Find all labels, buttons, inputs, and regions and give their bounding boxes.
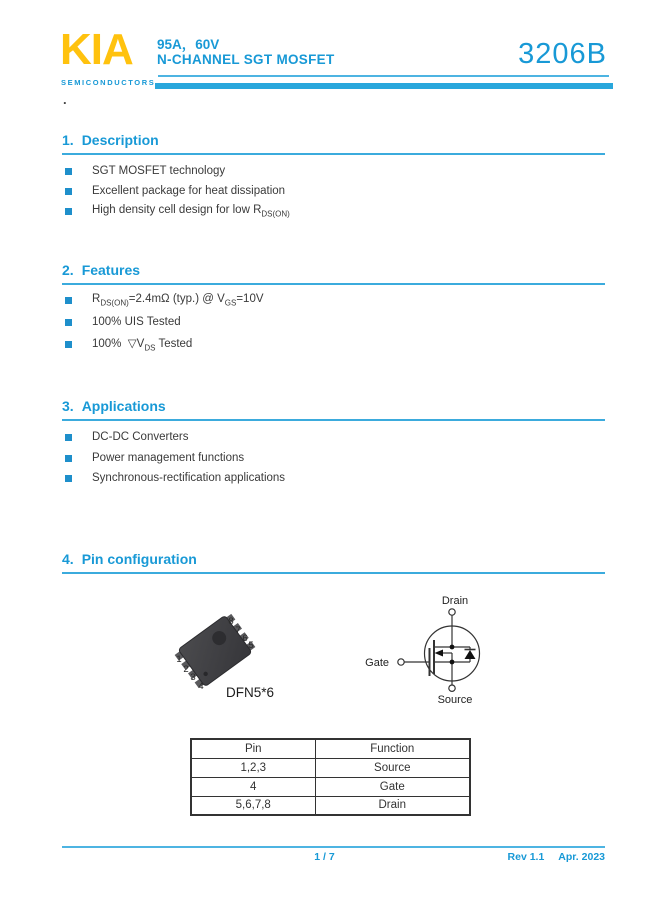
bullet-text: Power management functions [92, 452, 245, 464]
section-number: 2. [62, 262, 74, 278]
function-cell: Gate [315, 777, 470, 796]
section-number: 3. [62, 398, 74, 414]
bullet-square-icon [65, 297, 72, 304]
bullet-square-icon [65, 455, 72, 462]
section-title: Features [81, 262, 141, 278]
body-diode-icon [465, 650, 476, 659]
table-row [191, 777, 470, 796]
bullet-text: 100% $▽V_{DS}$ Tested [92, 337, 193, 353]
bullet-square-icon [65, 208, 72, 215]
section-heading-applications [62, 398, 605, 421]
pin-cell: 4 [191, 777, 315, 796]
bullet-square-icon [65, 168, 72, 175]
revision-number: Rev 1.1 [507, 851, 545, 863]
pin-cell: 1,2,3 [191, 758, 315, 777]
pin-number-label: 6 [242, 633, 248, 644]
list-item [65, 164, 225, 178]
list-item [65, 315, 181, 329]
header-rule-thin [158, 75, 609, 77]
pin-number-label: 7 [235, 625, 241, 636]
section-heading-pin-configuration [62, 551, 605, 574]
list-item [65, 451, 244, 465]
header-type-line: N-CHANNEL SGT MOSFET [157, 52, 335, 67]
list-item [65, 293, 264, 307]
section-title: Description [81, 132, 159, 148]
pin-number-label: 1 [176, 654, 182, 665]
gate-label: Gate [365, 657, 389, 669]
brand-logo: KIA [60, 25, 133, 74]
stray-mark: . [63, 92, 67, 107]
bullet-text: SGT MOSFET technology [92, 165, 226, 177]
revision-date: Apr. 2023 [558, 851, 605, 863]
pin-number-label: 4 [198, 681, 204, 692]
part-number: 3206B [518, 38, 607, 70]
column-header-function: Function [315, 739, 470, 758]
bullet-text: Excellent package for heat dissipation [92, 185, 286, 197]
section-number: 1. [62, 132, 74, 148]
bullet-square-icon [65, 188, 72, 195]
bullet-square-icon [65, 434, 72, 441]
pin-number-label: 8 [228, 616, 234, 627]
source-label: Source [437, 694, 473, 706]
table-row [191, 758, 470, 777]
section-title: Applications [81, 398, 166, 414]
section-heading-features [62, 262, 605, 285]
list-item [65, 337, 192, 351]
bullet-square-icon [65, 341, 72, 348]
package-name-label: DFN5*6 [226, 685, 275, 700]
bullet-text: Synchronous-rectification applications [92, 472, 286, 484]
pin-cell: 5,6,7,8 [191, 796, 315, 815]
pin-number-label: 2 [183, 664, 189, 675]
list-item [65, 184, 285, 198]
bullet-text: 100% UIS Tested [92, 316, 181, 328]
header-rating-line: 95A，60V [157, 37, 220, 52]
bullet-text: $R_{DS(ON)}=2.4m\Omega$ (typ.) @ $V_{GS}=10V$ [92, 292, 264, 308]
table-header-row [191, 739, 470, 758]
column-header-pin: Pin [191, 739, 315, 758]
page-indicator: 1 / 7 [314, 851, 335, 863]
revision-info [508, 851, 605, 863]
list-item [65, 430, 189, 444]
bullet-text: DC-DC Converters [92, 431, 189, 443]
pin-function-table [190, 738, 471, 816]
list-item [65, 204, 290, 218]
header-rule-thick [155, 83, 613, 89]
package-body-icon [173, 612, 257, 690]
table-row [191, 796, 470, 815]
bullet-square-icon [65, 475, 72, 482]
mosfet-symbol-icon [398, 609, 480, 692]
pin-number-label: 3 [190, 672, 196, 683]
list-item [65, 471, 285, 485]
section-heading-description [62, 132, 605, 155]
brand-tagline: SEMICONDUCTORS [61, 78, 156, 87]
package-drawing [158, 594, 353, 712]
function-cell: Source [315, 758, 470, 777]
section-title: Pin configuration [81, 551, 197, 567]
drain-label: Drain [441, 595, 469, 607]
bullet-square-icon [65, 319, 72, 326]
section-number: 4. [62, 551, 74, 567]
footer-rule [62, 846, 605, 848]
mosfet-symbol [360, 588, 545, 718]
bullet-text: High density cell design for low $R_{DS(ON)}$ [92, 203, 290, 219]
function-cell: Drain [315, 796, 470, 815]
mosfet-arrow-icon [435, 650, 444, 657]
pin-number-label: 5 [248, 640, 254, 651]
